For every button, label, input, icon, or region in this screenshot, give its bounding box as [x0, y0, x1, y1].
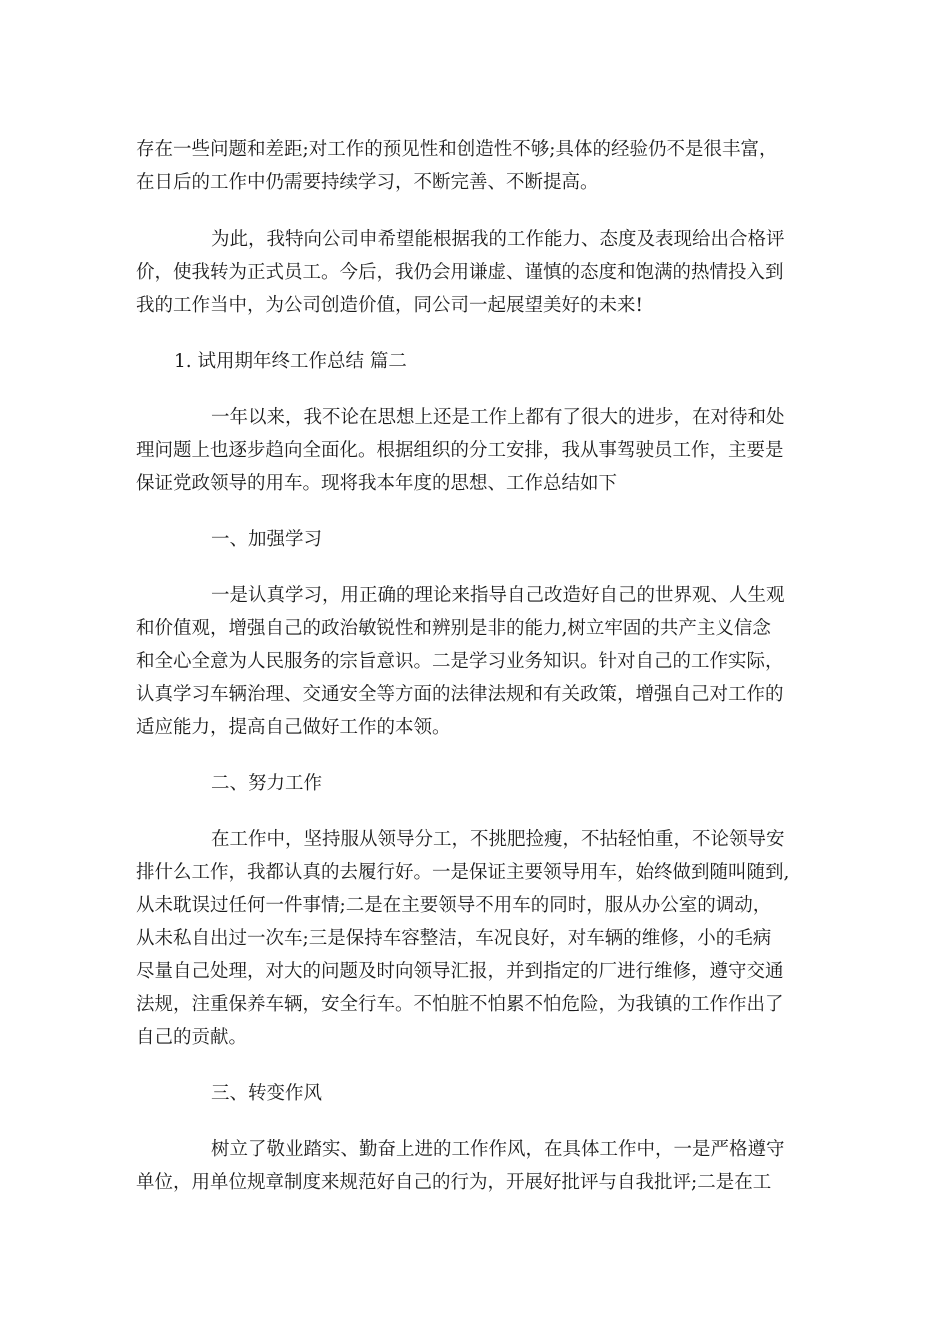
text-line: 单位，用单位规章制度来规范好自己的行为，开展好批评与自我批评;二是在工: [136, 1172, 772, 1193]
text-line: 理问题上也逐步趋向全面化。根据组织的分工安排，我从事驾驶员工作，主要是: [136, 440, 784, 461]
text-line: 和价值观，增强自己的政治敏锐性和辨别是非的能力,树立牢固的共产主义信念: [136, 618, 771, 639]
text-line: 价，使我转为正式员工。今后，我仍会用谦虚、谨慎的态度和饱满的热情投入到: [136, 262, 784, 283]
text-line: 适应能力，提高自己做好工作的本领。: [136, 717, 451, 738]
text-line: 存在一些问题和差距;对工作的预见性和创造性不够;具体的经验仍不是很丰富，: [136, 139, 778, 160]
paragraph-first-line: 一年以来，我不论在思想上还是工作上都有了很大的进步，在对待和处: [211, 407, 785, 428]
text-line: 在日后的工作中仍需要持续学习，不断完善、不断提高。: [136, 172, 599, 193]
paragraph-first-line: 为此，我特向公司申希望能根据我的工作能力、态度及表现给出合格评: [211, 229, 785, 250]
text-line: 保证党政领导的用车。现将我本年度的思想、工作总结如下: [136, 473, 618, 494]
text-line: 从未私自出过一次车;三是保持车容整洁，车况良好，对车辆的维修，小的毛病: [136, 928, 772, 949]
section-heading: 二、努力工作: [211, 773, 323, 794]
paragraph-first-line: 在工作中，坚持服从领导分工，不挑肥捡瘦，不拈轻怕重，不论领导安: [211, 829, 785, 850]
text-line: 和全心全意为人民服务的宗旨意识。二是学习业务知识。针对自己的工作实际，: [136, 651, 784, 672]
paragraph-first-line: 一是认真学习，用正确的理论来指导自己改造好自己的世界观、人生观: [211, 585, 785, 606]
section-title: 1. 试用期年终工作总结 篇二: [174, 351, 407, 372]
text-line: 自己的贡献。: [136, 1027, 248, 1048]
section-heading: 一、加强学习: [211, 529, 323, 550]
paragraph-first-line: 树立了敬业踏实、勤奋上进的工作作风，在具体工作中，一是严格遵守: [211, 1139, 785, 1160]
text-line: 尽量自己处理，对大的问题及时向领导汇报，并到指定的厂进行维修，遵守交通: [136, 961, 784, 982]
text-line: 法规，注重保养车辆，安全行车。不怕脏不怕累不怕危险，为我镇的工作作出了: [136, 994, 784, 1015]
text-line: 从未耽误过任何一件事情;二是在主要领导不用车的同时，服从办公室的调动，: [136, 895, 772, 916]
text-line: 认真学习车辆治理、交通安全等方面的法律法规和有关政策，增强自己对工作的: [136, 684, 784, 705]
section-heading: 三、转变作风: [211, 1083, 323, 1104]
text-line: 我的工作当中，为公司创造价值，同公司一起展望美好的未来!: [136, 295, 643, 316]
text-line: 排什么工作，我都认真的去履行好。一是保证主要领导用车，始终做到随叫随到,: [136, 862, 790, 883]
